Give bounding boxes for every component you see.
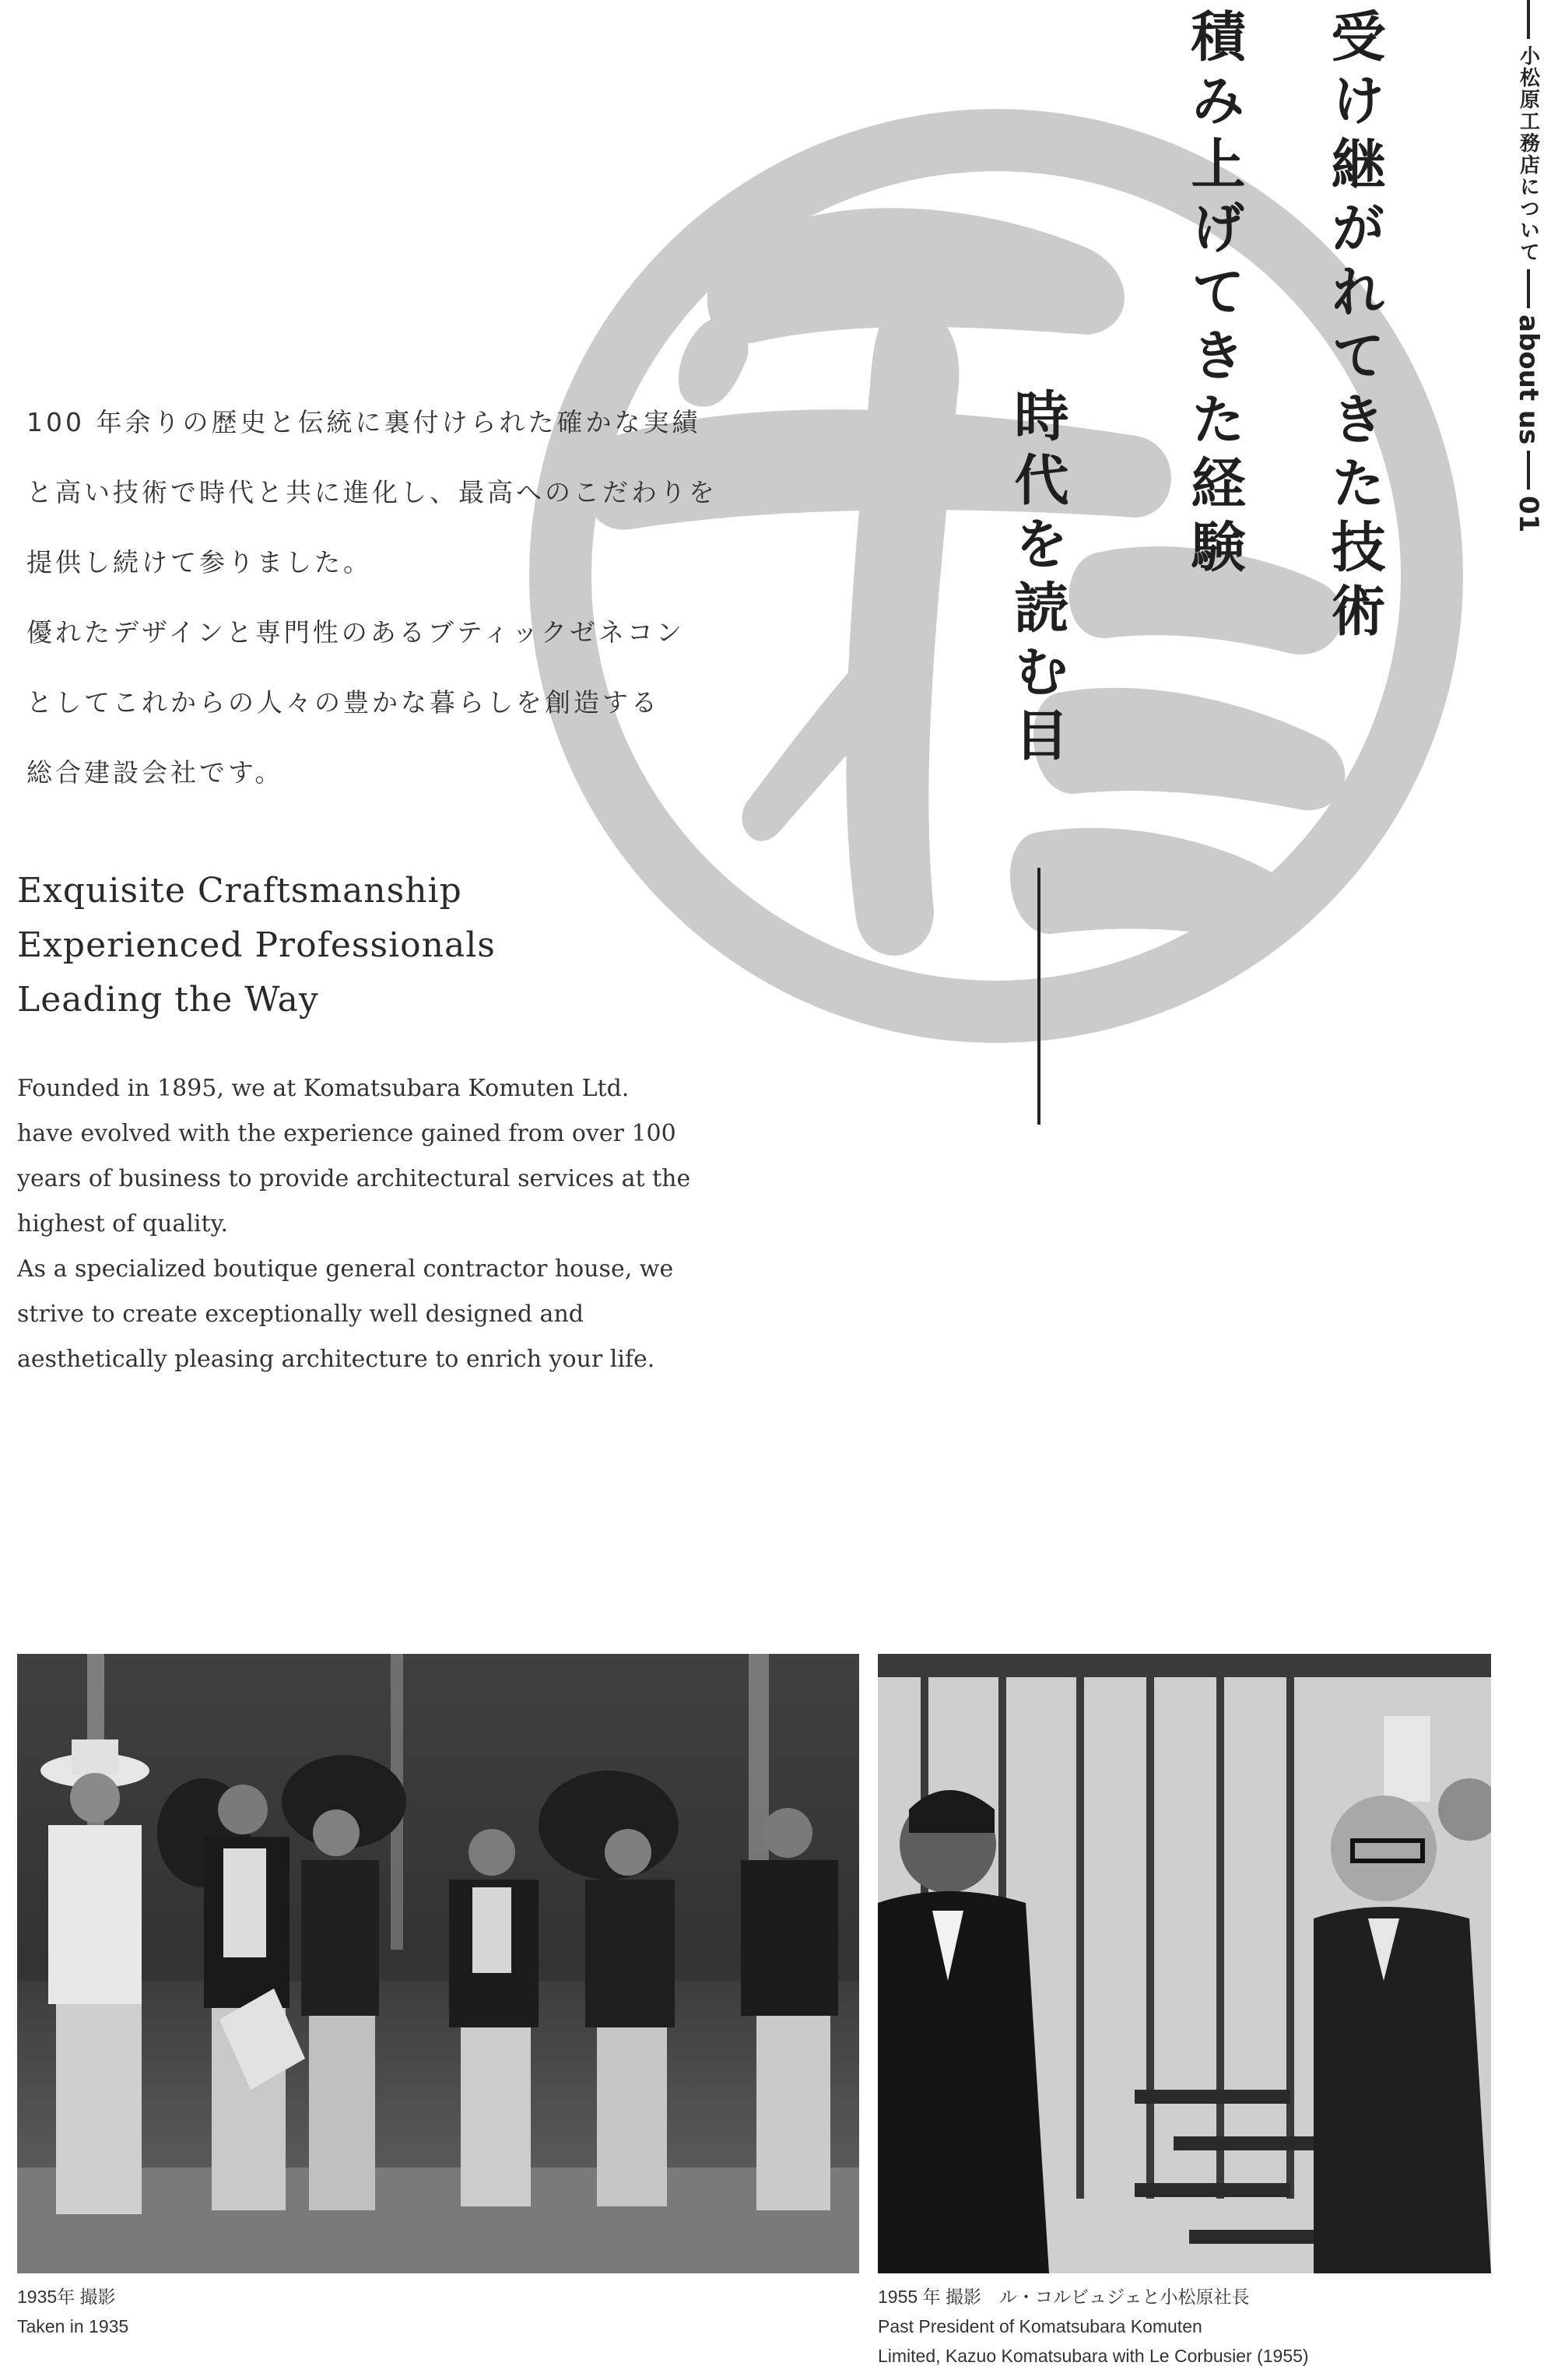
caption-line: 1935年 撮影 xyxy=(17,2287,116,2307)
jp-intro-line: と高い技術で時代と共に進化し、最高へのこだわりを xyxy=(26,477,718,507)
en-body-paragraph xyxy=(17,1066,764,1382)
side-label-number: 01 xyxy=(1513,496,1544,533)
heading-line-1: 受け継がれてきた技術 xyxy=(1322,8,1386,646)
jp-intro-line: 100 年余りの歴史と伝統に裏付けられた確かな実績 xyxy=(26,407,701,437)
en-body-line: highest of quality. xyxy=(17,1210,229,1237)
jp-intro-line: 優れたデザインと専門性のあるブティックゼネコン xyxy=(26,617,686,648)
heading-line-2: 積み上げてきた経験 xyxy=(1182,8,1246,582)
side-label-divider xyxy=(1527,0,1530,39)
caption-line: 1955 年 撮影 ル・コルビュジェと小松原社長 xyxy=(878,2287,1250,2307)
side-label-en: about us xyxy=(1513,314,1544,445)
en-heading xyxy=(17,864,496,1027)
en-body-line: strive to create exceptionally well designed and xyxy=(17,1301,584,1328)
en-body-line: As a specialized boutique general contractor house, we xyxy=(17,1255,674,1283)
photo-1955-le-corbusier xyxy=(878,1654,1491,2273)
caption-photo-1935 xyxy=(17,2282,128,2341)
en-body-line: Founded in 1895, we at Komatsubara Komuten Ltd. xyxy=(17,1075,630,1102)
caption-line: Limited, Kazuo Komatsubara with Le Corbusier (1955) xyxy=(878,2346,1309,2366)
side-label-divider xyxy=(1527,269,1530,308)
jp-intro-line: 総合建設会社です。 xyxy=(26,757,284,788)
side-label-jp: 小松原工務店について xyxy=(1516,45,1540,263)
en-heading-line: Experienced Professionals xyxy=(17,925,496,965)
heading-line-3: 時代を読む目 xyxy=(1005,388,1069,771)
caption-line: Past President of Komatsubara Komuten xyxy=(878,2316,1202,2336)
en-heading-line: Exquisite Craftsmanship xyxy=(17,871,462,911)
caption-line: Taken in 1935 xyxy=(17,2316,129,2336)
jp-intro-line: 提供し続けて参りました。 xyxy=(26,547,372,577)
jp-intro-paragraph xyxy=(26,388,727,808)
side-label-divider xyxy=(1527,451,1530,490)
photo-1935-group xyxy=(17,1654,859,2273)
heading-vertical-rule xyxy=(1037,868,1040,1125)
en-heading-line: Leading the Way xyxy=(17,980,319,1020)
caption-photo-1955 xyxy=(878,2282,1309,2371)
en-body-line: years of business to provide architectural services at the xyxy=(17,1165,691,1192)
jp-intro-line: としてこれからの人々の豊かな暮らしを創造する xyxy=(26,687,660,718)
section-side-label xyxy=(1513,0,1544,539)
en-body-line: aesthetically pleasing architecture to enrich your life. xyxy=(17,1346,655,1373)
en-body-line: have evolved with the experience gained from over 100 xyxy=(17,1120,676,1147)
